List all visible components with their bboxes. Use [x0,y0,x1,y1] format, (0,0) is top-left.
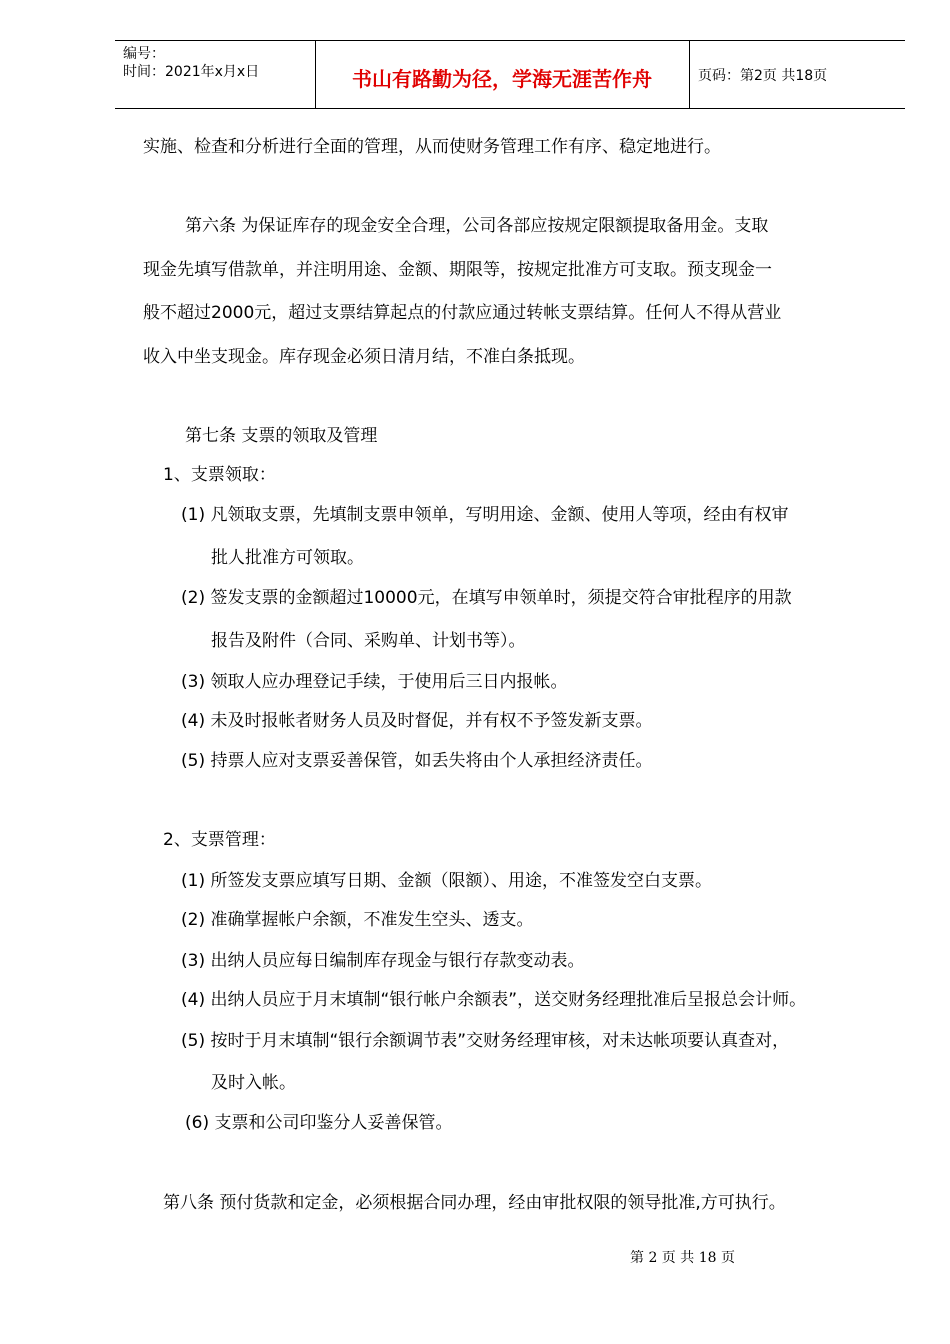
document-date-label: 时间：2021年x月x日 [123,64,260,80]
list-item: (4) 出纳人员应于月末填制“银行帐户余额表”，送交财务经理批准后呈报总会计师。 [181,990,807,1010]
list-item-continuation: 报告及附件（合同、采购单、计划书等）。 [211,631,526,651]
list-item: (2) 签发支票的金额超过10000元，在填写申领单时，须提交符合审批程序的用款 [181,588,792,608]
list-item: (1) 凡领取支票，先填制支票申领单，写明用途、金额、使用人等项，经由有权审 [181,505,789,525]
header-motto: 书山有路勤为径，学海无涯苦作舟 [352,67,652,91]
article-6-line: 第六条 为保证库存的现金安全合理，公司各部应按规定限额提取备用金。支取 [185,216,769,236]
article-6-line: 般不超过2000元，超过支票结算起点的付款应通过转帐支票结算。任何人不得从营业 [143,303,782,323]
list-item: (2) 准确掌握帐户余额，不准发生空头、透支。 [181,910,534,930]
header-motto-cell [315,41,690,108]
page-footer: 第 2 页 共 18 页 [630,1250,735,1266]
section-heading-check-collection: 1、支票领取： [163,465,276,485]
page-header [115,40,905,109]
article-8-line: 第八条 预付货款和定金，必须根据合同办理，经由审批权限的领导批准,方可执行。 [163,1193,786,1213]
list-item: (1) 所签发支票应填写日期、金额（限额）、用途，不准签发空白支票。 [181,871,712,891]
list-item: (3) 领取人应办理登记手续，于使用后三日内报帐。 [181,672,568,692]
document-number-label: 编号： [123,46,165,62]
list-item: (3) 出纳人员应每日编制库存现金与银行存款变动表。 [181,951,585,971]
list-item-continuation: 及时入帐。 [211,1073,296,1093]
section-heading-check-management: 2、支票管理： [163,830,276,850]
article-6-line: 现金先填写借款单，并注明用途、金额、期限等，按规定批准方可支取。预支现金一 [143,260,772,280]
list-item: (5) 持票人应对支票妥善保管，如丢失将由个人承担经济责任。 [181,751,653,771]
body-line: 实施、检查和分析进行全面的管理，从而使财务管理工作有序、稳定地进行。 [143,137,721,157]
header-page-cell [690,41,905,108]
list-item: (6) 支票和公司印鉴分人妥善保管。 [185,1113,453,1133]
article-7-heading: 第七条 支票的领取及管理 [185,426,378,446]
list-item: (4) 未及时报帐者财务人员及时督促，并有权不予签发新支票。 [181,711,653,731]
list-item-continuation: 批人批准方可领取。 [211,548,364,568]
article-6-line: 收入中坐支现金。库存现金必须日清月结，不准白条抵现。 [143,347,585,367]
header-page-info: 页码：第2页 共18页 [698,68,828,84]
header-meta-cell [115,41,316,108]
list-item: (5) 按时于月末填制“银行余额调节表”交财务经理审核，对未达帐项要认真查对， [181,1031,790,1051]
